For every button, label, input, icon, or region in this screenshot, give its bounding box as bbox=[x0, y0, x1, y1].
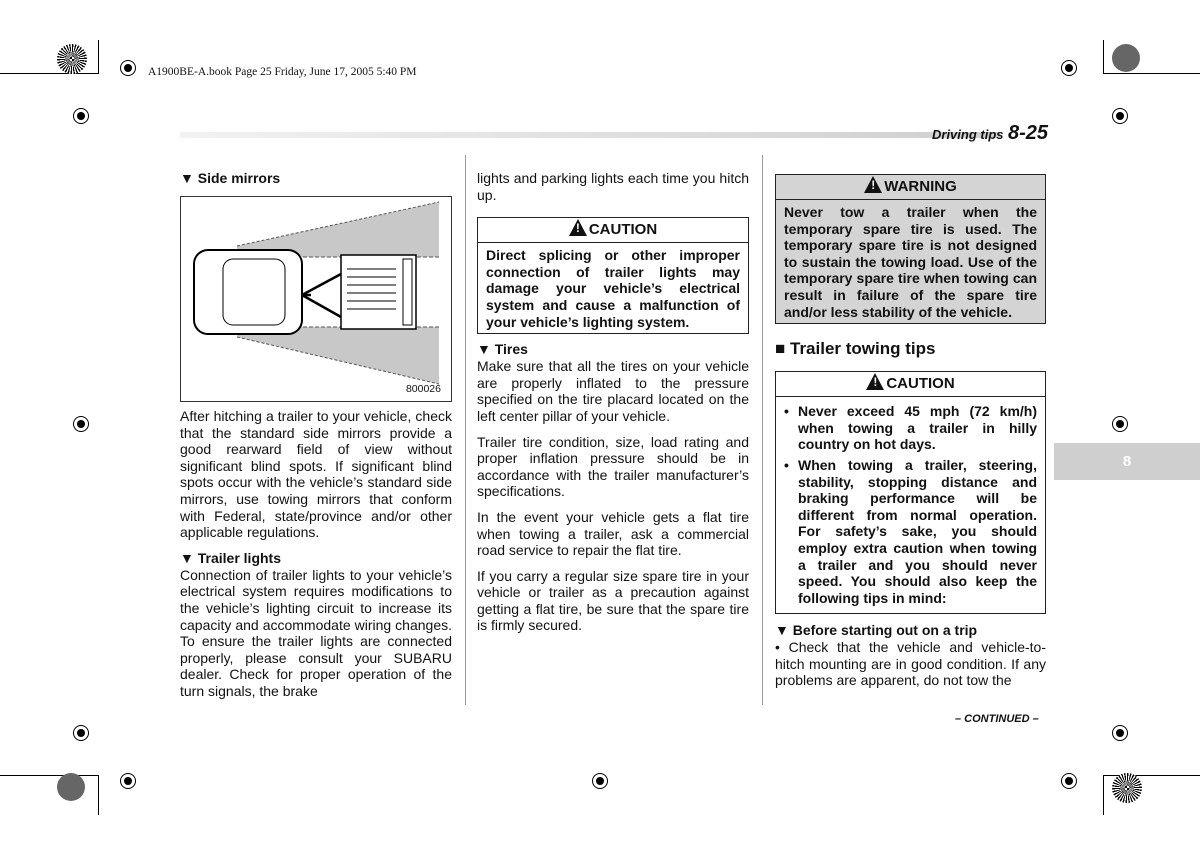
mirror-view-figure bbox=[180, 196, 452, 402]
chapter-tab[interactable] bbox=[1054, 443, 1200, 480]
crop-mark bbox=[1103, 40, 1104, 74]
tires-heading: ▼ Tires bbox=[477, 341, 528, 358]
caution-bullet: • Never exceed 45 mph (72 km/h) when towing a trailer in hilly country on hot days. bbox=[784, 403, 1037, 453]
star-target-icon bbox=[1112, 773, 1142, 803]
header-bar bbox=[180, 132, 1000, 138]
tires-paragraph: Make sure that all the tires on your vehicle are properly inflated to the pressure specified on the tire placard located on the left center pillar of your vehicle. bbox=[477, 358, 749, 424]
warning-text: Never tow a trailer when the temporary spare tire is used. The temporary spare tire is not designed to sustain the towing load. Use of the temporary spare tire when towing can result in failure of the spare tire and/or less stability of the vehicle. bbox=[775, 200, 1046, 324]
caution-text: Direct splicing or other improper connection of trailer lights may damage your vehicle’s electrical system and cause a malfunction of your vehicle’s lighting system. bbox=[477, 243, 749, 334]
caution-bullet: • When towing a trailer, steering, stability, stopping distance and braking performance will be different from normal operation. For safety’s sake, you should employ extra caution when towing a trailer and you should never speed. You should also keep the following tips in mind: bbox=[784, 456, 1037, 606]
trailer-lights-heading: ▼ Trailer lights bbox=[180, 549, 281, 566]
tires-paragraph: If you carry a regular size spare tire in your vehicle or trailer as a precaution against getting a flat tire, be sure that the spare tire is firmly secured. bbox=[477, 567, 749, 634]
running-head bbox=[932, 122, 1048, 145]
registration-mark-icon bbox=[1112, 725, 1128, 741]
registration-mark-icon bbox=[1112, 416, 1128, 432]
before-trip-text: • Check that the vehicle and vehicle-to-hitch mounting are in good condition. If any problems are apparent, do not tow the bbox=[775, 639, 1046, 689]
caution-bullet-text: When towing a trailer, steering, stability, stopping distance and braking performance will be different from normal operation. For safety’s sake, you should employ extra caution when towing a trailer and you should never speed. You should also keep the following tips in mind: bbox=[798, 456, 1037, 606]
crop-mark bbox=[0, 775, 98, 776]
tires-paragraph: In the event your vehicle gets a flat tire when towing a trailer, ask a commercial road service to repair the flat tire. bbox=[477, 508, 749, 559]
warning-box bbox=[775, 174, 1046, 324]
caution-box bbox=[775, 371, 1046, 614]
figure-id: 800026 bbox=[405, 383, 441, 395]
before-trip-heading: ▼ Before starting out on a trip bbox=[775, 622, 978, 639]
warning-label: WARNING bbox=[884, 178, 957, 195]
star-target-icon bbox=[57, 44, 87, 74]
trailer-lights-continued: lights and parking lights each time you hitch up. bbox=[477, 170, 749, 203]
side-mirrors-heading: ▼ Side mirrors bbox=[180, 170, 281, 186]
registration-mark-icon bbox=[120, 773, 136, 789]
continued-label: – CONTINUED – bbox=[955, 713, 1039, 725]
registration-mark-icon bbox=[1061, 60, 1077, 76]
car-trailer-illustration bbox=[181, 197, 451, 401]
crop-mark bbox=[1103, 73, 1200, 74]
caution-bullet-text: Never exceed 45 mph (72 km/h) when towing a trailer in hilly country on hot days. bbox=[798, 403, 1037, 453]
registration-mark-icon bbox=[73, 108, 89, 124]
caution-box bbox=[477, 217, 749, 334]
print-header: A1900BE-A.book Page 25 Friday, June 17, 2005 5:40 PM bbox=[148, 66, 417, 78]
trailer-lights-text: Connection of trailer lights to your vehicle’s electrical system requires modifications to the vehicle’s lighting circuit to increase its capacity and accommodate wiring changes. To ensure the trailer lights are connected properly, please consult your SUBARU dealer. Check for proper operation of the turn signals, the brake bbox=[180, 566, 452, 699]
gray-target-icon bbox=[57, 773, 85, 801]
caution-label: CAUTION bbox=[588, 221, 658, 239]
crop-mark bbox=[0, 73, 98, 74]
side-mirrors-text: After hitching a trailer to your vehicle, check that the standard side mirrors provide a good rearward field of view without significant blind spots. If significant blind spots occur with the vehicle’s standard side mirrors, use towing mirrors that conform with Federal, state/province and/or other applicable regulations. bbox=[180, 408, 452, 541]
warning-triangle-icon bbox=[569, 219, 587, 236]
tires-paragraph: Trailer tire condition, size, load rating and proper inflation pressure should be in accordance with the trailer manufacturer’s specifications. bbox=[477, 433, 749, 500]
chapter-tab-label: 8 bbox=[1122, 453, 1132, 470]
crop-mark bbox=[1103, 775, 1104, 815]
gray-target-icon bbox=[1112, 44, 1140, 72]
registration-mark-icon bbox=[120, 60, 136, 76]
section-name: Driving tips bbox=[932, 127, 1004, 142]
section-heading: ■ Trailer towing tips bbox=[775, 339, 936, 359]
registration-mark-icon bbox=[592, 773, 608, 789]
registration-mark-icon bbox=[73, 725, 89, 741]
crop-mark bbox=[98, 775, 99, 815]
registration-mark-icon bbox=[73, 416, 89, 432]
warning-triangle-icon bbox=[864, 176, 882, 193]
warning-triangle-icon bbox=[866, 373, 884, 390]
registration-mark-icon bbox=[1061, 773, 1077, 789]
registration-mark-icon bbox=[1112, 108, 1128, 124]
caution-label: CAUTION bbox=[886, 375, 955, 393]
column-divider bbox=[465, 155, 466, 705]
crop-mark bbox=[98, 40, 99, 74]
page-number: 8-25 bbox=[1007, 122, 1048, 144]
column-divider bbox=[762, 155, 763, 705]
